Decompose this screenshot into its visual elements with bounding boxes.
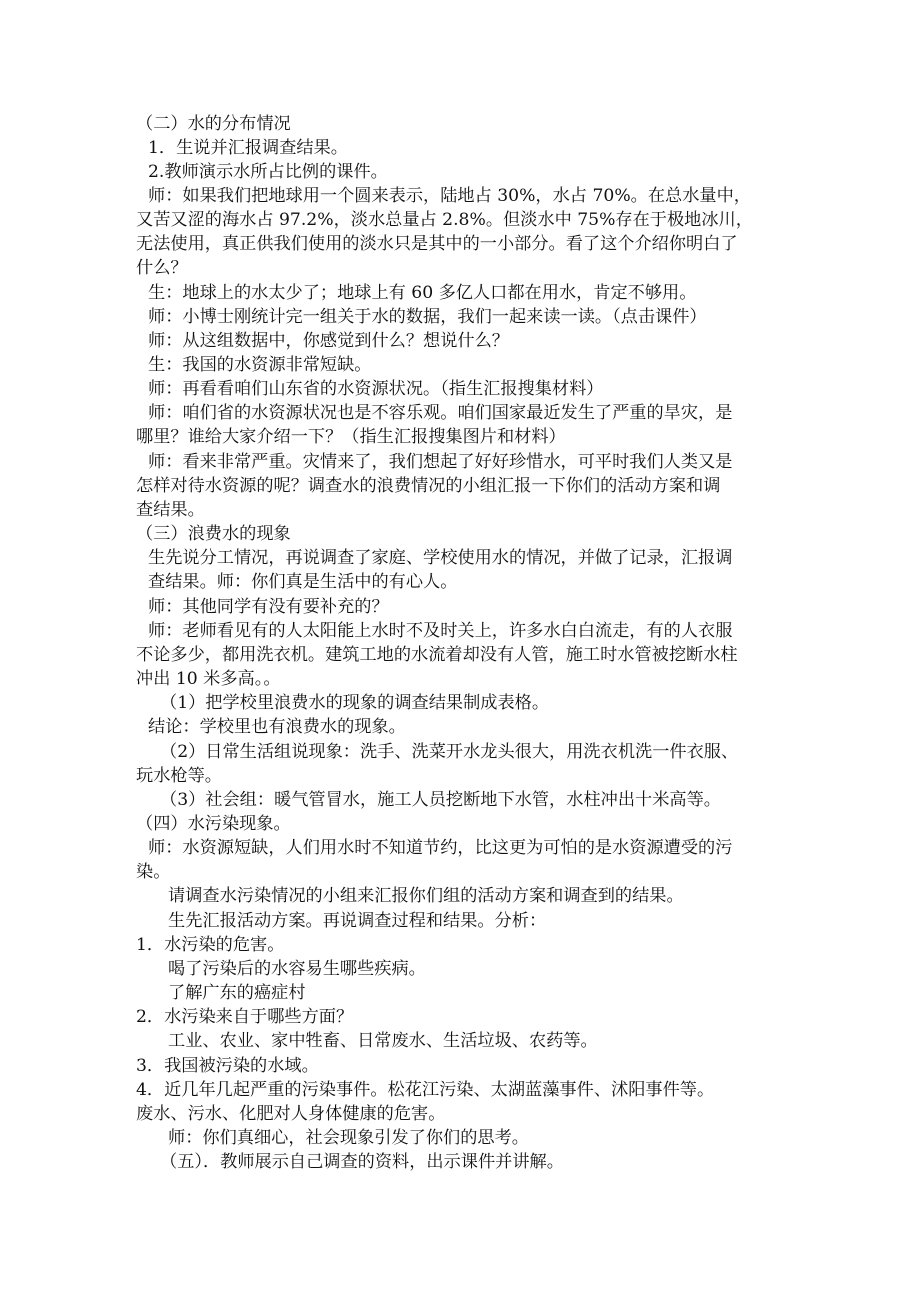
- text-line: 喝了污染后的水容易生哪些疾病。: [168, 959, 426, 979]
- text-line: 请调查水污染情况的小组来汇报你们组的活动方案和调查到的结果。: [168, 886, 684, 906]
- section-heading-5: （五）．教师展示自己调查的资料，出示课件并讲解。: [160, 1152, 564, 1172]
- section-heading-2: （二）水的分布情况: [136, 114, 291, 134]
- section-heading-4: （四）水污染现象。: [136, 814, 291, 834]
- text-line: 2.教师演示水所占比例的课件。: [148, 162, 388, 182]
- text-line: 生：地球上的水太少了；地球上有 60 多亿人口都在用水，肯定不够用。: [148, 283, 697, 303]
- text-line: 师：其他同学有没有要补充的？: [148, 597, 389, 617]
- list-item: 4．近几年几起严重的污染事件。松花江污染、太湖蓝藻事件、沭阳事件等。: [136, 1080, 715, 1100]
- text-line: 师：你们真细心，社会现象引发了你们的思考。: [168, 1128, 529, 1148]
- list-item: 1．水污染的危害。: [136, 935, 285, 955]
- text-line: 师：再看看咱们山东省的水资源状况。（指生汇报搜集材料）: [148, 379, 604, 399]
- text-line: 1．生说并汇报调查结果。: [148, 138, 348, 158]
- text-line: 查结果。: [136, 500, 205, 520]
- text-line: （3）社会组：暖气管冒水，施工人员挖断地下水管，水柱冲出十米高等。: [160, 790, 721, 810]
- text-line: 废水、污水、化肥对人身体健康的危害。: [136, 1104, 446, 1124]
- text-line: 了解广东的癌症村: [168, 983, 306, 1003]
- text-line: 玩水枪等。: [136, 766, 222, 786]
- text-line: 怎样对待水资源的呢？调查水的浪费情况的小组汇报一下你们的活动方案和调: [136, 476, 721, 496]
- text-line: 生：我国的水资源非常短缺。: [148, 355, 372, 375]
- text-line: 工业、农业、家中牲畜、日常废水、生活垃圾、农药等。: [168, 1031, 598, 1051]
- text-line: （1）把学校里浪费水的现象的调查结果制成表格。: [160, 693, 550, 713]
- section-heading-3: （三）浪费水的现象: [136, 524, 291, 544]
- list-item: 2．水污染来自于哪些方面？: [136, 1007, 354, 1027]
- text-line: 师：从这组数据中，你感觉到什么？想说什么？: [148, 331, 509, 351]
- text-line: 师：水资源短缺，人们用水时不知道节约，比这更为可怕的是水资源遭受的污: [148, 838, 733, 858]
- text-line: 染。: [136, 862, 171, 882]
- text-line: 生先汇报活动方案。再说调查过程和结果。分析：: [168, 911, 547, 931]
- text-line: 结论：学校里也有浪费水的现象。: [148, 717, 406, 737]
- text-line: 不论多少，都用洗衣机。建筑工地的水流着却没有人管，施工时水管被挖断水柱: [136, 645, 738, 665]
- text-line: 师：如果我们把地球用一个圆来表示，陆地占 30%，水占 70%。在总水量中，: [148, 186, 751, 206]
- text-line: 什么？: [136, 258, 188, 278]
- text-line: 查结果。师：你们真是生活中的有心人。: [148, 572, 458, 592]
- text-line: （2）日常生活组说现象：洗手、洗菜开水龙头很大，用洗衣机洗一件衣服、: [160, 742, 739, 762]
- text-line: 师：小博士刚统计完一组关于水的数据，我们一起来读一读。（点击课件）: [148, 307, 707, 327]
- list-item: 3．我国被污染的水域。: [136, 1056, 319, 1076]
- text-line: 师：老师看见有的人太阳能上水时不及时关上，许多水白白流走，有的人衣服: [148, 621, 733, 641]
- text-line: 又苦又涩的海水占 97.2%，淡水总量占 2.8%。但淡水中 75%存在于极地冰川，: [136, 210, 753, 230]
- text-line: 冲出 10 米多高。。: [136, 669, 281, 689]
- text-line: 师：咱们省的水资源状况也是不容乐观。咱们国家最近发生了严重的旱灾，是: [148, 403, 733, 423]
- text-line: 师：看来非常严重。灾情来了，我们想起了好好珍惜水，可平时我们人类又是: [148, 452, 733, 472]
- text-line: 哪里？谁给大家介绍一下？（指生汇报搜集图片和材料）: [136, 427, 566, 447]
- text-line: 无法使用，真正供我们使用的淡水只是其中的一小部分。看了这个介绍你明白了: [136, 234, 738, 254]
- text-line: 生先说分工情况，再说调查了家庭、学校使用水的情况，并做了记录，汇报调: [148, 548, 733, 568]
